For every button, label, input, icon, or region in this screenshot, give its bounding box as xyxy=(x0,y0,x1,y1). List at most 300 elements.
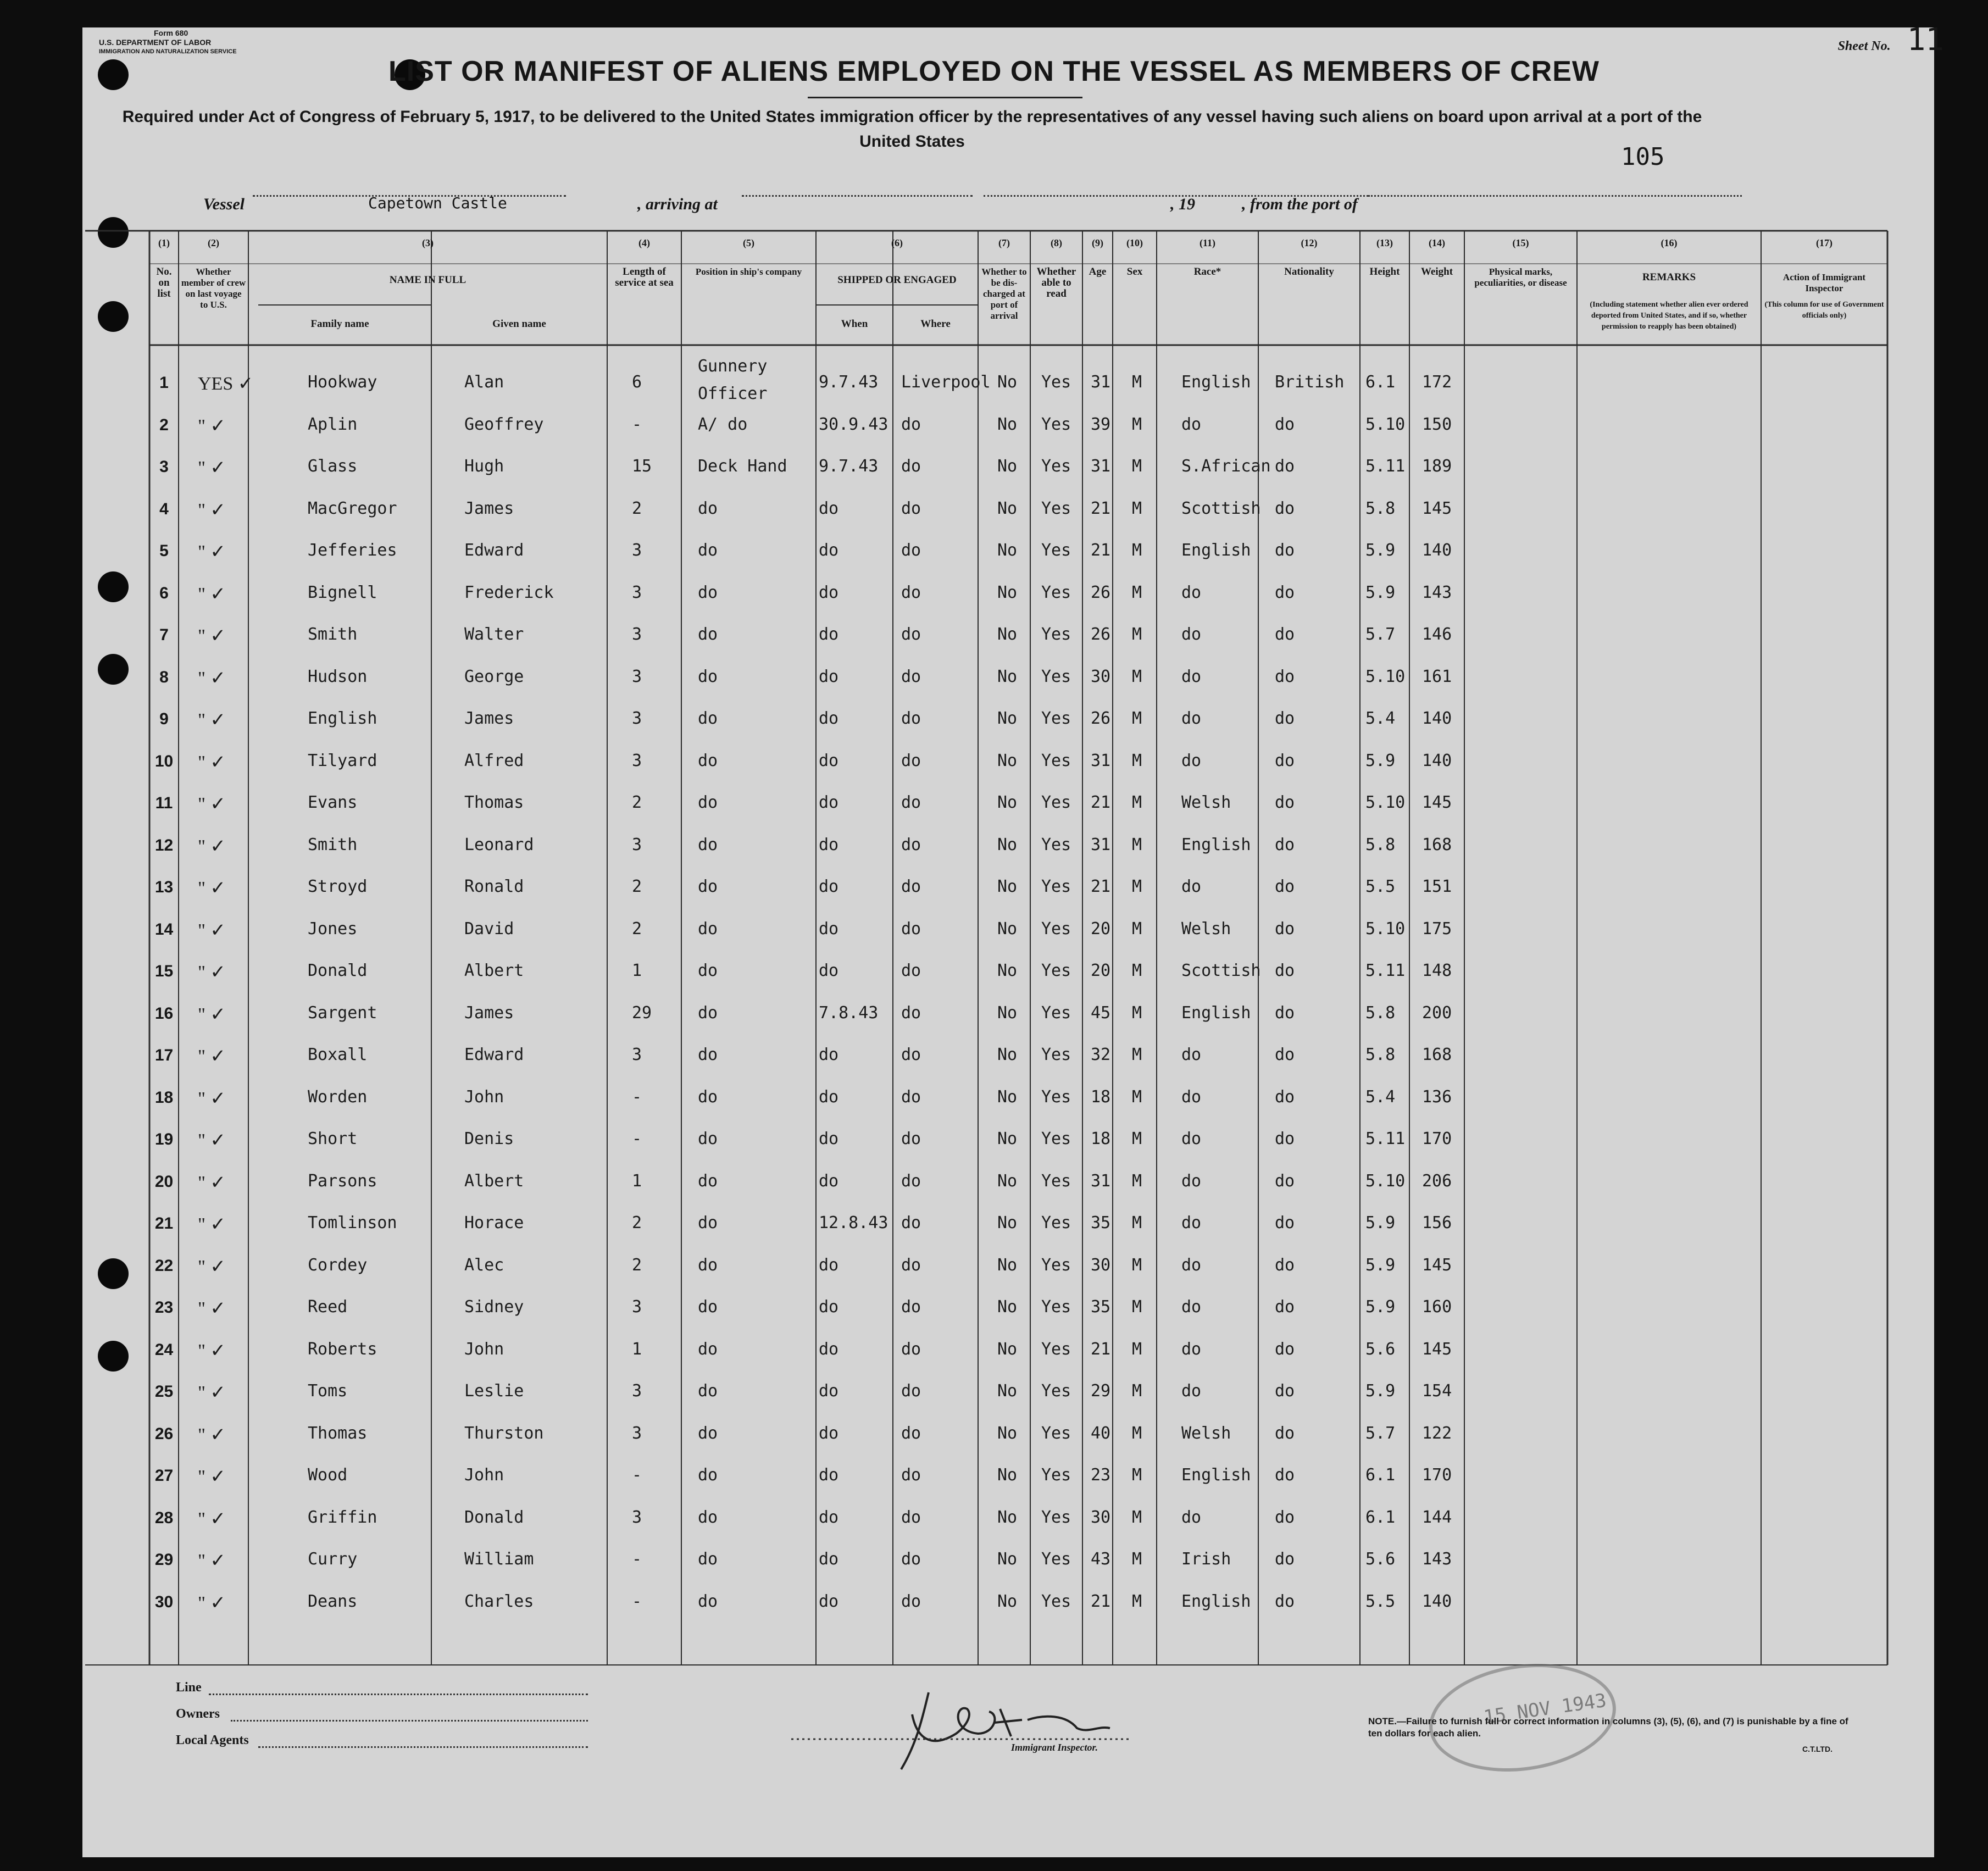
cell-where: Liverpool xyxy=(901,373,991,392)
cell-weight: 175 xyxy=(1422,919,1452,939)
punch-hole xyxy=(98,571,129,602)
cell-disch: No xyxy=(997,1507,1018,1527)
cell-given: Thurston xyxy=(464,1423,544,1443)
cell-disch: No xyxy=(997,1213,1018,1232)
cell-where: do xyxy=(901,457,921,476)
cell-height: 5.11 xyxy=(1365,1129,1406,1148)
cell-position: do xyxy=(698,1507,718,1527)
cell-last: " ✓ xyxy=(198,626,226,646)
cell-when: do xyxy=(819,919,839,939)
cell-age: 21 xyxy=(1091,877,1111,896)
cell-position: do xyxy=(698,1213,718,1232)
cell-race: do xyxy=(1181,1507,1202,1527)
row-number: 21 xyxy=(154,1214,174,1232)
cell-age: 30 xyxy=(1091,667,1111,686)
cell-family: Aplin xyxy=(308,414,358,434)
cell-when: 12.8.43 xyxy=(819,1213,889,1232)
cell-weight: 151 xyxy=(1422,877,1452,896)
cell-service: 3 xyxy=(632,835,642,854)
cell-last: " ✓ xyxy=(198,836,226,857)
cell-race: do xyxy=(1181,625,1202,644)
cell-service: 3 xyxy=(632,1423,642,1443)
cell-disch: No xyxy=(997,1465,1018,1485)
column-header: SHIPPED OR ENGAGED xyxy=(837,274,957,286)
cell-last: " ✓ xyxy=(198,1508,226,1529)
cell-last: " ✓ xyxy=(198,1130,226,1151)
cell-service: 2 xyxy=(632,1213,642,1232)
cell-height: 5.9 xyxy=(1365,1255,1396,1275)
cell-when: do xyxy=(819,877,839,896)
row-number: 24 xyxy=(154,1340,174,1359)
cell-disch: No xyxy=(997,1339,1018,1359)
cell-read: Yes xyxy=(1041,373,1071,392)
cell-last: " ✓ xyxy=(198,962,226,982)
cell-race: Welsh xyxy=(1181,919,1231,939)
line-label: Line xyxy=(176,1680,202,1695)
cell-height: 6.1 xyxy=(1365,373,1396,392)
cell-where: do xyxy=(901,751,921,770)
cell-family: Curry xyxy=(308,1550,358,1569)
cell-weight: 206 xyxy=(1422,1171,1452,1191)
cell-sex: M xyxy=(1132,877,1142,896)
cell-sex: M xyxy=(1132,751,1142,770)
column-header: Action of Immigrant Inspector xyxy=(1782,272,1866,293)
cell-height: 5.8 xyxy=(1365,498,1396,518)
cell-race: Scottish xyxy=(1181,961,1261,980)
cell-nat: do xyxy=(1275,961,1295,980)
cell-weight: 170 xyxy=(1422,1129,1452,1148)
cell-given: Leonard xyxy=(464,835,534,854)
inspector-signature xyxy=(791,1681,1143,1791)
cell-last: " ✓ xyxy=(198,1256,226,1277)
cell-last: " ✓ xyxy=(198,1004,226,1025)
cell-disch: No xyxy=(997,709,1018,728)
cell-race: Scottish xyxy=(1181,498,1261,518)
cell-height: 5.9 xyxy=(1365,1297,1396,1317)
penalty-note: NOTE.—Failure to furnish full or correct information in columns (3), (5), (6), and (7) is punishable by a fine of ten dollars for each alien. xyxy=(1368,1716,1848,1739)
cell-age: 30 xyxy=(1091,1255,1111,1275)
cell-position: do xyxy=(698,667,718,686)
cell-race: do xyxy=(1181,1381,1202,1401)
cell-when: do xyxy=(819,1339,839,1359)
cell-race: do xyxy=(1181,877,1202,896)
cell-where: do xyxy=(901,541,921,560)
cell-sex: M xyxy=(1132,1045,1142,1064)
row-number: 16 xyxy=(154,1004,174,1023)
cell-nat: do xyxy=(1275,835,1295,854)
row-number: 10 xyxy=(154,752,174,770)
cell-when: do xyxy=(819,835,839,854)
cell-race: do xyxy=(1181,582,1202,602)
cell-where: do xyxy=(901,793,921,812)
cell-age: 40 xyxy=(1091,1423,1111,1443)
cell-nat: do xyxy=(1275,1423,1295,1443)
cell-position: do xyxy=(698,709,718,728)
cell-when: do xyxy=(819,1423,839,1443)
cell-weight: 168 xyxy=(1422,835,1452,854)
cell-age: 26 xyxy=(1091,582,1111,602)
row-number: 9 xyxy=(159,710,169,728)
cell-family: Toms xyxy=(308,1381,348,1401)
cell-when: do xyxy=(819,625,839,644)
service-name: IMMIGRATION AND NATURALIZATION SERVICE xyxy=(99,48,237,55)
cell-where: do xyxy=(901,498,921,518)
cell-given: Hugh xyxy=(464,457,504,476)
cell-race: English xyxy=(1181,373,1251,392)
cell-last: " ✓ xyxy=(198,1172,226,1193)
cell-position: do xyxy=(698,1129,718,1148)
cell-position: Gunnery Officer xyxy=(698,357,768,403)
cell-service: 1 xyxy=(632,1339,642,1359)
cell-last: " ✓ xyxy=(198,920,226,941)
cell-family: Glass xyxy=(308,457,358,476)
cell-age: 31 xyxy=(1091,457,1111,476)
cell-position: do xyxy=(698,1465,718,1485)
cell-where: do xyxy=(901,1045,921,1064)
cell-service: 2 xyxy=(632,498,642,518)
column-number: (15) xyxy=(1512,237,1529,248)
row-number: 5 xyxy=(159,542,169,560)
cell-nat: do xyxy=(1275,709,1295,728)
cell-given: Sidney xyxy=(464,1297,524,1317)
cell-nat: do xyxy=(1275,1550,1295,1569)
cell-height: 5.9 xyxy=(1365,1213,1396,1232)
cell-weight: 140 xyxy=(1422,1591,1452,1611)
cell-last: " ✓ xyxy=(198,584,226,604)
column-header: Whether to be dis-charged at port of arrival xyxy=(981,267,1027,321)
cell-service: 1 xyxy=(632,961,642,980)
cell-position: do xyxy=(698,961,718,980)
cell-sex: M xyxy=(1132,1297,1142,1317)
cell-given: John xyxy=(464,1465,504,1485)
cell-read: Yes xyxy=(1041,582,1071,602)
cell-height: 5.9 xyxy=(1365,541,1396,560)
row-number: 28 xyxy=(154,1508,174,1527)
cell-given: David xyxy=(464,919,514,939)
cell-family: Short xyxy=(308,1129,358,1148)
port-label: , from the port of xyxy=(1242,195,1358,213)
cell-disch: No xyxy=(997,414,1018,434)
cell-given: Horace xyxy=(464,1213,524,1232)
cell-nat: do xyxy=(1275,1339,1295,1359)
cell-sex: M xyxy=(1132,1213,1142,1232)
cell-when: do xyxy=(819,1255,839,1275)
vessel-name: Capetown Castle xyxy=(368,194,507,212)
cell-given: Alec xyxy=(464,1255,504,1275)
cell-position: do xyxy=(698,1591,718,1611)
row-number: 8 xyxy=(159,668,169,686)
cell-race: Welsh xyxy=(1181,793,1231,812)
cell-disch: No xyxy=(997,1423,1018,1443)
cell-family: Jefferies xyxy=(308,541,397,560)
cell-read: Yes xyxy=(1041,1171,1071,1191)
cell-sex: M xyxy=(1132,1423,1142,1443)
cell-weight: 148 xyxy=(1422,961,1452,980)
cell-sex: M xyxy=(1132,919,1142,939)
cell-family: Jones xyxy=(308,919,358,939)
cell-disch: No xyxy=(997,373,1018,392)
column-number: (10) xyxy=(1126,237,1143,248)
cell-height: 5.7 xyxy=(1365,625,1396,644)
cell-where: do xyxy=(901,1591,921,1611)
cell-where: do xyxy=(901,1129,921,1148)
cell-where: do xyxy=(901,625,921,644)
cell-weight: 160 xyxy=(1422,1297,1452,1317)
cell-race: do xyxy=(1181,1255,1202,1275)
cell-nat: do xyxy=(1275,1591,1295,1611)
cell-last: " ✓ xyxy=(198,1424,226,1445)
cell-age: 20 xyxy=(1091,919,1111,939)
cell-weight: 122 xyxy=(1422,1423,1452,1443)
cell-height: 5.5 xyxy=(1365,1591,1396,1611)
cell-last: " ✓ xyxy=(198,499,226,520)
cell-race: English xyxy=(1181,541,1251,560)
cell-last: " ✓ xyxy=(198,415,226,436)
cell-where: do xyxy=(901,919,921,939)
cell-nat: do xyxy=(1275,1213,1295,1232)
cell-height: 5.4 xyxy=(1365,709,1396,728)
cell-age: 21 xyxy=(1091,793,1111,812)
cell-nat: British xyxy=(1275,373,1345,392)
column-header: Sex xyxy=(1126,266,1143,277)
row-number: 19 xyxy=(154,1130,174,1148)
cell-position: A/ do xyxy=(698,414,748,434)
cell-position: do xyxy=(698,1381,718,1401)
cell-position: do xyxy=(698,877,718,896)
sheet-number-label: Sheet No. xyxy=(1837,39,1891,53)
cell-race: English xyxy=(1181,1465,1251,1485)
cell-race: do xyxy=(1181,1339,1202,1359)
cell-race: do xyxy=(1181,1045,1202,1064)
cell-height: 6.1 xyxy=(1365,1507,1396,1527)
cell-service: 3 xyxy=(632,1297,642,1317)
cell-height: 5.10 xyxy=(1365,667,1406,686)
cell-when: do xyxy=(819,1507,839,1527)
title-divider xyxy=(808,97,1082,98)
cell-race: do xyxy=(1181,1171,1202,1191)
cell-given: George xyxy=(464,667,524,686)
cell-read: Yes xyxy=(1041,877,1071,896)
cell-family: Parsons xyxy=(308,1171,377,1191)
cell-service: - xyxy=(632,1465,642,1485)
cell-read: Yes xyxy=(1041,457,1071,476)
row-number: 18 xyxy=(154,1088,174,1107)
cell-family: Reed xyxy=(308,1297,348,1317)
cell-disch: No xyxy=(997,961,1018,980)
row-number: 11 xyxy=(155,794,173,812)
cell-disch: No xyxy=(997,793,1018,812)
cell-family: Cordey xyxy=(308,1255,368,1275)
cell-nat: do xyxy=(1275,414,1295,434)
cell-last: " ✓ xyxy=(198,1088,226,1109)
cell-given: Charles xyxy=(464,1591,534,1611)
cell-age: 31 xyxy=(1091,1171,1111,1191)
cell-when: do xyxy=(819,1087,839,1107)
column-header: Whether able to read xyxy=(1036,266,1076,299)
cell-position: do xyxy=(698,1297,718,1317)
column-number: (16) xyxy=(1661,237,1678,248)
cell-read: Yes xyxy=(1041,1045,1071,1064)
cell-where: do xyxy=(901,1423,921,1443)
cell-where: do xyxy=(901,1171,921,1191)
cell-weight: 145 xyxy=(1422,498,1452,518)
cell-age: 39 xyxy=(1091,414,1111,434)
cell-family: Tilyard xyxy=(308,751,377,770)
cell-disch: No xyxy=(997,1591,1018,1611)
cell-read: Yes xyxy=(1041,1465,1071,1485)
cell-given: John xyxy=(464,1087,504,1107)
column-number: (4) xyxy=(638,237,650,248)
cell-where: do xyxy=(901,667,921,686)
column-number: (6) xyxy=(891,237,903,248)
row-number: 1 xyxy=(159,374,169,392)
cell-nat: do xyxy=(1275,877,1295,896)
cell-height: 5.10 xyxy=(1365,919,1406,939)
cell-when: do xyxy=(819,1381,839,1401)
cell-position: do xyxy=(698,835,718,854)
cell-given: Donald xyxy=(464,1507,524,1527)
cell-service: 2 xyxy=(632,793,642,812)
vessel-label: Vessel xyxy=(203,195,245,213)
cell-age: 32 xyxy=(1091,1045,1111,1064)
cell-service: 1 xyxy=(632,1171,642,1191)
cell-last: " ✓ xyxy=(198,752,226,773)
owners-label: Owners xyxy=(176,1707,220,1721)
column-subnote: (Including statement whether alien ever ordered deported from United States, and if so, whether permission to reapply has been obtained) xyxy=(1590,301,1748,331)
cell-sex: M xyxy=(1132,582,1142,602)
cell-last: " ✓ xyxy=(198,1046,226,1067)
cell-where: do xyxy=(901,1297,921,1317)
cell-weight: 143 xyxy=(1422,1550,1452,1569)
cell-nat: do xyxy=(1275,1087,1295,1107)
row-number: 14 xyxy=(154,920,174,939)
column-header: Age xyxy=(1089,266,1107,277)
cell-given: Edward xyxy=(464,1045,524,1064)
cell-read: Yes xyxy=(1041,1129,1071,1148)
cell-service: 29 xyxy=(632,1003,652,1023)
cell-when: do xyxy=(819,1297,839,1317)
cell-disch: No xyxy=(997,541,1018,560)
row-number: 12 xyxy=(154,836,174,854)
cell-read: Yes xyxy=(1041,1381,1071,1401)
cell-sex: M xyxy=(1132,1255,1142,1275)
cell-age: 21 xyxy=(1091,498,1111,518)
cell-sex: M xyxy=(1132,373,1142,392)
form-header xyxy=(99,29,237,57)
cell-sex: M xyxy=(1132,709,1142,728)
cell-read: Yes xyxy=(1041,1087,1071,1107)
cell-service: 3 xyxy=(632,667,642,686)
cell-where: do xyxy=(901,1465,921,1485)
cell-weight: 140 xyxy=(1422,751,1452,770)
cell-position: do xyxy=(698,1003,718,1023)
cell-weight: 136 xyxy=(1422,1087,1452,1107)
column-number: (12) xyxy=(1301,237,1318,248)
column-header: Nationality xyxy=(1284,266,1334,277)
cell-age: 35 xyxy=(1091,1297,1111,1317)
cell-where: do xyxy=(901,1213,921,1232)
cell-race: S.African xyxy=(1181,457,1271,476)
cell-service: 3 xyxy=(632,1381,642,1401)
column-number: (9) xyxy=(1092,237,1103,248)
cell-read: Yes xyxy=(1041,1297,1071,1317)
cell-disch: No xyxy=(997,1045,1018,1064)
cell-last: " ✓ xyxy=(198,668,226,689)
cell-position: do xyxy=(698,541,718,560)
cell-given: Albert xyxy=(464,961,524,980)
cell-sex: M xyxy=(1132,414,1142,434)
cell-where: do xyxy=(901,582,921,602)
cell-last: " ✓ xyxy=(198,458,226,478)
cell-family: Hookway xyxy=(308,373,377,392)
cell-given: James xyxy=(464,498,514,518)
cell-last: " ✓ xyxy=(198,878,226,898)
cell-when: do xyxy=(819,1045,839,1064)
cell-weight: 156 xyxy=(1422,1213,1452,1232)
cell-last: " ✓ xyxy=(198,542,226,562)
cell-disch: No xyxy=(997,1550,1018,1569)
cell-age: 20 xyxy=(1091,961,1111,980)
cell-nat: do xyxy=(1275,1003,1295,1023)
cell-read: Yes xyxy=(1041,1339,1071,1359)
column-header: Whether member of crew on last voyage to U.S. xyxy=(181,267,246,310)
cell-weight: 144 xyxy=(1422,1507,1452,1527)
punch-hole xyxy=(98,301,129,332)
cell-weight: 189 xyxy=(1422,457,1452,476)
cell-nat: do xyxy=(1275,498,1295,518)
cell-service: - xyxy=(632,1550,642,1569)
cell-weight: 146 xyxy=(1422,625,1452,644)
cell-nat: do xyxy=(1275,1465,1295,1485)
cell-nat: do xyxy=(1275,751,1295,770)
cell-height: 5.9 xyxy=(1365,582,1396,602)
vessel-line xyxy=(203,195,1742,223)
cell-race: do xyxy=(1181,667,1202,686)
column-number: (11) xyxy=(1200,237,1215,248)
cell-race: Irish xyxy=(1181,1550,1231,1569)
cell-read: Yes xyxy=(1041,835,1071,854)
cell-disch: No xyxy=(997,457,1018,476)
cell-race: English xyxy=(1181,1003,1251,1023)
cell-height: 5.9 xyxy=(1365,1381,1396,1401)
row-number: 23 xyxy=(154,1298,174,1317)
cell-height: 5.8 xyxy=(1365,835,1396,854)
cell-race: do xyxy=(1181,751,1202,770)
cell-where: do xyxy=(901,1381,921,1401)
cell-service: 2 xyxy=(632,919,642,939)
cell-family: Roberts xyxy=(308,1339,377,1359)
column-number: (1) xyxy=(158,237,170,248)
row-number: 17 xyxy=(154,1046,174,1064)
cell-given: Alan xyxy=(464,373,504,392)
cell-service: 2 xyxy=(632,877,642,896)
column-number: (14) xyxy=(1429,237,1445,248)
cell-given: Leslie xyxy=(464,1381,524,1401)
year-label: , 19 xyxy=(1170,195,1195,213)
cell-given: Alfred xyxy=(464,751,524,770)
cell-where: do xyxy=(901,1339,921,1359)
column-number: (17) xyxy=(1816,237,1832,248)
cell-height: 5.10 xyxy=(1365,414,1406,434)
column-header: NAME IN FULL xyxy=(389,274,467,286)
cell-nat: do xyxy=(1275,1297,1295,1317)
cell-age: 31 xyxy=(1091,751,1111,770)
cell-race: Welsh xyxy=(1181,1423,1231,1443)
cell-sex: M xyxy=(1132,1550,1142,1569)
cell-height: 5.10 xyxy=(1365,1171,1406,1191)
cell-when: do xyxy=(819,751,839,770)
cell-read: Yes xyxy=(1041,709,1071,728)
